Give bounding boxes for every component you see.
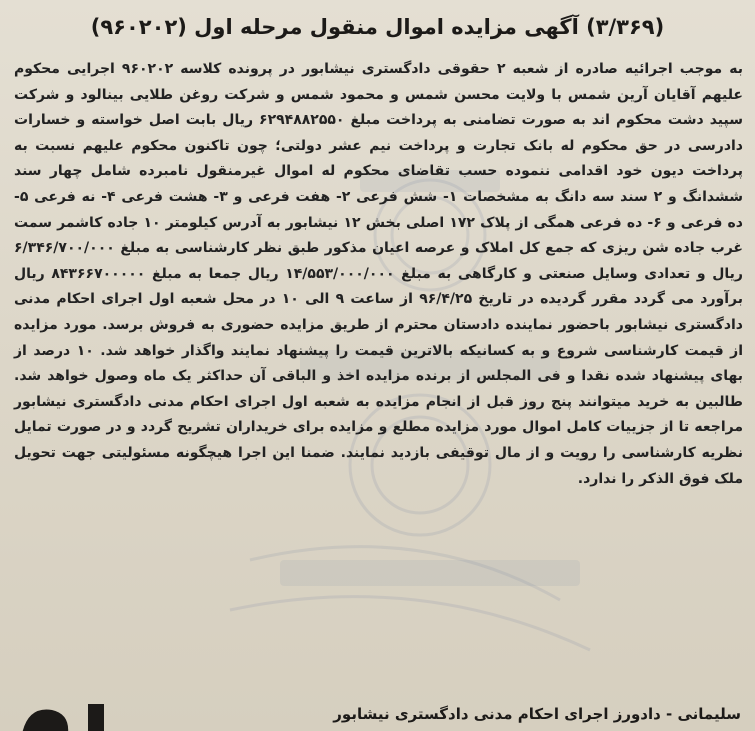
notice-body: به موجب اجرائیه صادره از شعبه ۲ حقوقی دادگستری نیشابور در پرونده کلاسه ۹۶۰۲۰۲ اجرایی محکوم علیهم آقایان آرین شمس با ولایت محسن شمس و محمود شمس و شرکت روغن طلایی بینالود و شرکت سپید دشت محکوم اند به صورت تضامنی به پرداخت مبلغ ۶۲۹۴۸۸۲۵۵۰ ریال بابت اصل خواسته و خسارات دادرسی در حق محکوم له بانک تجارت و پرداخت نیم عشر دولتی؛ چون تاکنون محکوم علیهم نسبت به پرداخت دیون خود اقدامی ننموده حسب تقاضای محکوم له اموال غیرمنقول نامبرده شامل چهار سند ششدانگ و ۲ سند سه دانگ به مشخصات ۱- شش فرعی ۲- هفت فرعی و ۳- هشت فرعی ۴- نه فرعی ۵- ده فرعی و ۶- ده فرعی همگی از پلاک ۱۷۲ اصلی بخش ۱۲ نیشابور به آدرس کیلومتر ۱۰ جاده کاشمر سمت غرب جاده شن ریزی که جمع کل املاک و عرصه اعیان مذکور طبق نظر کارشناسی به مبلغ ۶/۳۴۶/۷۰۰/۰۰۰ ریال و تعدادی وسایل صنعتی و کارگاهی به مبلغ ۱۴/۵۵۳/۰۰۰/۰۰۰ ریال جمعا به مبلغ ۸۴۳۶۶۷۰۰۰۰۰ ریال برآورد می گردد مقرر گردیده در تاریخ ۹۶/۴/۲۵ از ساعت ۹ الی ۱۰ در محل شعبه اول اجرای احکام مدنی دادگستری نیشابور باحضور نماینده دادستان محترم از طریق مزایده حضوری به فروش برسد. مورد مزایده از قیمت کارشناسی شروع و به کسانیکه بالاترین قیمت را پیشنهاد نمایند واگذار خواهد شد. ۱۰ درصد از بهای پیشنهاد شده نقدا و فی المجلس از برنده مزایده اخذ و الباقی آن حداکثر یک ماه وصول خواهد شد. طالبین به خرید میتوانند پنج روز قبل از انجام مزایده به شعبه اول اجرای احکام مدنی دادگستری نیشابور مراجعه تا از جزییات کامل اموال مورد مزایده مطلع و مزایده برای خریداران تشریح گردد و در صورت تمایل نظریه کارشناسی را رویت و از مال توقیفی بازدید نمایند. ضمنا این اجرا هیچگونه مسئولیتی جهت تحویل ملک فوق الذکر را ندارد. — [14, 61, 744, 487]
notice-signature: سلیمانی - دادورز اجرای احکام مدنی دادگستری نیشابور — [333, 705, 741, 723]
cropped-page-number-graphic — [18, 696, 128, 731]
notice-title: (۳/۳۶۹) آگهی مزایده اموال منقول مرحله اول (۹۶۰۲۰۲) — [90, 15, 665, 39]
